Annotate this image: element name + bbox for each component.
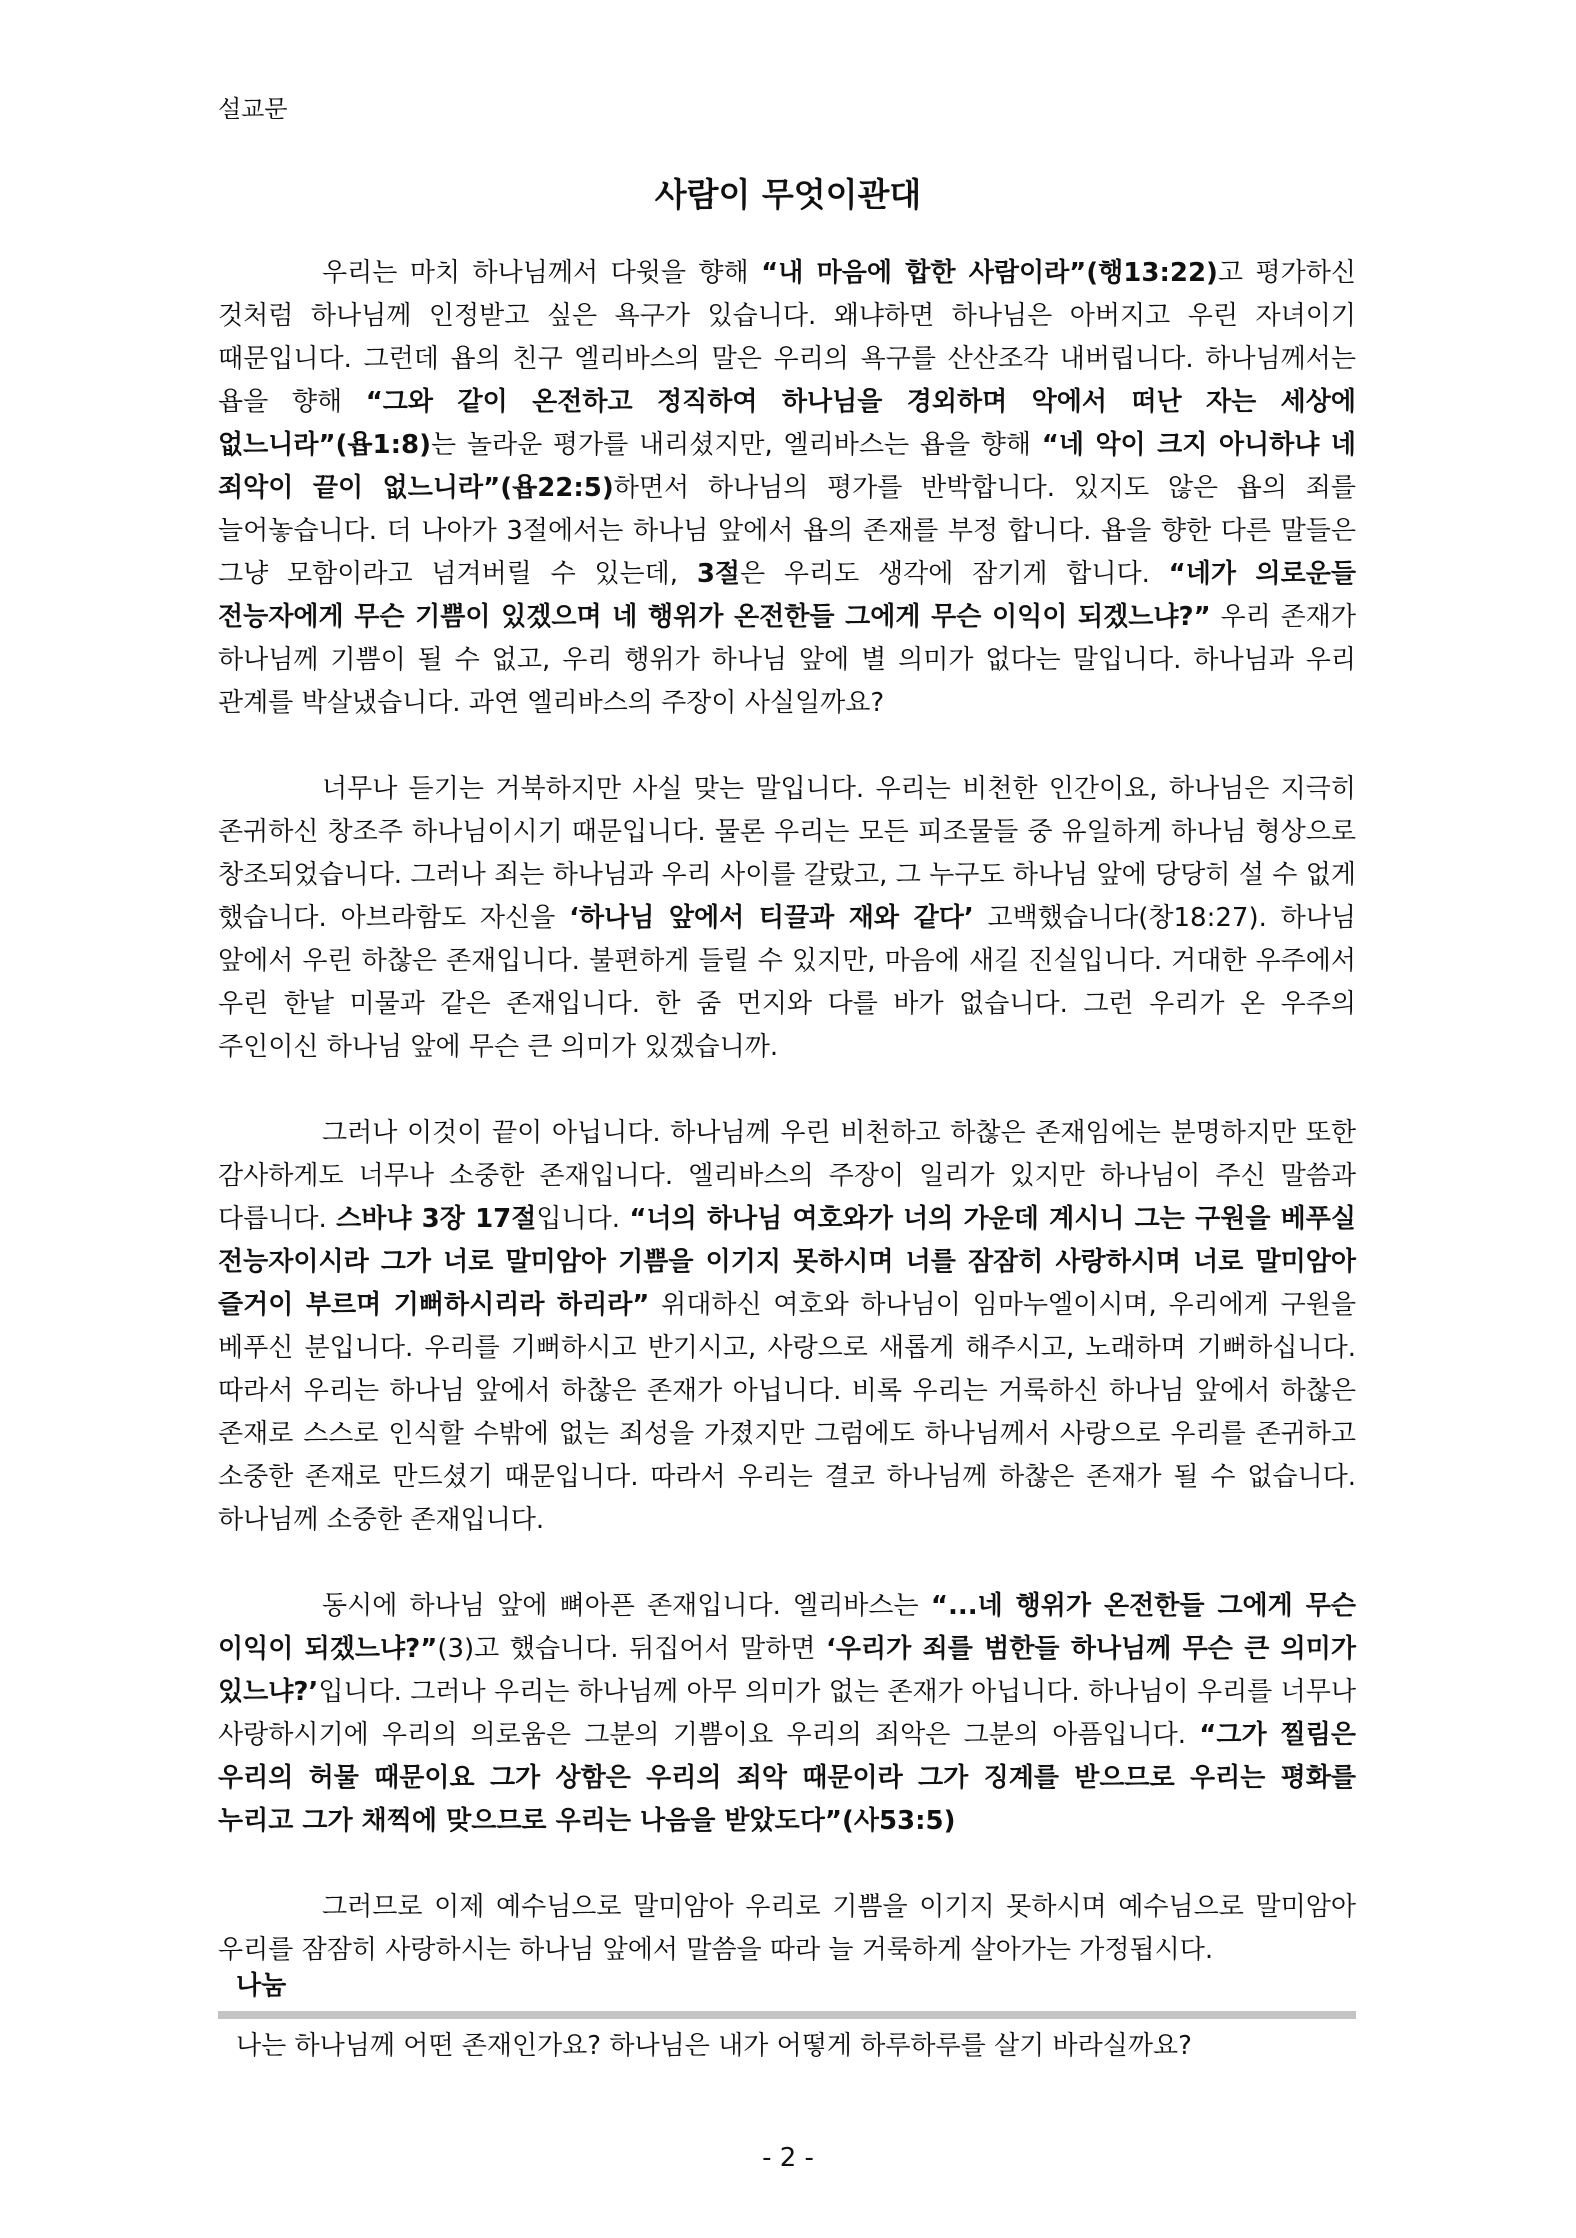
paragraph-text: 입니다. 그러나 우리는 하나님께 아무 의미가 없는 존재가 아닙니다. 하나님이 우리를 너무나 사랑하시기에 우리의 의로움은 그분의 기쁨이요 우리의 죄악은 그분의 아픔입니다.: [218, 1677, 1356, 1750]
body-paragraph: [218, 252, 1356, 725]
paragraph-text: 는 놀라운 평가를 내리셨지만, 엘리바스는 욥을 향해: [431, 430, 1042, 460]
body-paragraph: [218, 768, 1356, 1069]
sermon-title: 사람이 무엇이관대: [654, 175, 922, 214]
paragraph-text: 고백했습니다(창18:27). 하나님 앞에서 우린 하찮은 존재입니다. 불편하게 들릴 수 있지만, 마음에 새길 진실입니다. 거대한 우주에서 우린 한낱 미물과 같은 존재입니다. 한 줌 먼지와 다를 바가 없습니다. 그런 우리가 온 우주의 주인이신 하나님 앞에 무슨 큰 의미가 있겠습니까.: [218, 903, 1357, 1062]
sermon-body: [218, 252, 1356, 1972]
body-paragraph: [218, 1112, 1356, 1542]
paragraph-text: 고 평가하신 것처럼 하나님께 인정받고 싶은 욕구가 있습니다. 왜냐하면 하나님은 아버지고 우린 자녀이기 때문입니다. 그런데 욥의 친구 엘리바스의 말은 우리의 욕구를 산산조각 내버립니다. 하나님께서는 욥을 향해: [218, 258, 1356, 417]
paragraph-text: 입니다.: [536, 1204, 630, 1234]
emphasized-text: “네가 의로운들 전능자에게 무슨 기쁨이 있겠으며 네 행위가 온전한들 그에게 무슨 이익이 되겠느냐?”: [218, 559, 1356, 632]
body-paragraph: [218, 1886, 1356, 1972]
emphasized-text: “그와 같이 온전하고 정직하여 하나님을 경외하며 악에서 떠난 자는 세상에 없느니라”(욥1:8): [218, 387, 1356, 460]
sharing-heading: 나눔: [236, 1971, 287, 2001]
emphasized-text: 스바냐 3장 17절: [336, 1204, 537, 1234]
sharing-question: 나는 하나님께 어떤 존재인가요? 하나님은 내가 어떻게 하루하루를 살기 바라실까요?: [236, 2031, 1192, 2061]
document-header-label: 설교문: [218, 95, 288, 123]
body-paragraph: [218, 1585, 1356, 1843]
emphasized-text: 3절: [696, 559, 741, 589]
emphasized-text: “네 악이 크지 아니하냐 네 죄악이 끝이 없느니라”(욥22:5): [218, 430, 1356, 503]
emphasized-text: “너의 하나님 여호와가 너의 가운데 계시니 그는 구원을 베푸실 전능자이시라 그가 너로 말미암아 기쁨을 이기지 못하시며 너를 잠잠히 사랑하시며 너로 말미암아 즐거이 부르며 기뻐하시리라 하리라”: [218, 1204, 1356, 1320]
emphasized-text: “그가 찔림은 우리의 허물 때문이요 그가 상함은 우리의 죄악 때문이라 그가 징계를 받으므로 우리는 평화를 누리고 그가 채찍에 맞으므로 우리는 나음을 받았도다”(사53:5): [218, 1720, 1356, 1836]
paragraph-text: 동시에 하나님 앞에 뼈아픈 존재입니다. 엘리바스는: [322, 1591, 931, 1621]
paragraph-text: 위대하신 여호와 하나님이 임마누엘이시며, 우리에게 구원을 베푸신 분입니다. 우리를 기뻐하시고 반기시고, 사랑으로 새롭게 해주시고, 노래하며 기뻐하십니다. 따라서 우리는 하나님 앞에서 하찮은 존재가 아닙니다. 비록 우리는 거룩하신 하나님 앞에서 하찮은 존재로 스스로 인식할 수밖에 없는 죄성을 가졌지만 그럼에도 하나님께서 사랑으로 우리를 존귀하고 소중한 존재로 만드셨기 때문입니다. 따라서 우리는 결코 하나님께 하찮은 존재가 될 수 없습니다. 하나님께 소중한 존재입니다.: [218, 1290, 1356, 1535]
emphasized-text: “...네 행위가 온전한들 그에게 무슨 이익이 되겠느냐?”: [218, 1591, 1356, 1664]
sharing-divider: [218, 2011, 1356, 2019]
page-number: - 2 -: [762, 2143, 814, 2173]
paragraph-text: 우리는 마치 하나님께서 다윗을 향해: [322, 258, 762, 288]
paragraph-text: 은 우리도 생각에 잠기게 합니다.: [740, 559, 1169, 589]
paragraph-text: 우리 존재가 하나님께 기쁨이 될 수 없고, 우리 행위가 하나님 앞에 별 의미가 없다는 말입니다. 하나님과 우리 관계를 박살냈습니다. 과연 엘리바스의 주장이 사실일까요?: [218, 602, 1356, 718]
paragraph-text: 하면서 하나님의 평가를 반박합니다. 있지도 않은 욥의 죄를 늘어놓습니다. 더 나아가 3절에서는 하나님 앞에서 욥의 존재를 부정 합니다. 욥을 향한 다른 말들은 그냥 모함이라고 넘겨버릴 수 있는데,: [218, 473, 1356, 589]
paragraph-text: 그러므로 이제 예수님으로 말미암아 우리로 기쁨을 이기지 못하시며 예수님으로 말미암아 우리를 잠잠히 사랑하시는 하나님 앞에서 말씀을 따라 늘 거룩하게 살아가는 가정됩시다.: [218, 1892, 1356, 1965]
paragraph-text: 너무나 듣기는 거북하지만 사실 맞는 말입니다. 우리는 비천한 인간이요, 하나님은 지극히 존귀하신 창조주 하나님이시기 때문입니다. 물론 우리는 모든 피조물들 중 유일하게 하나님 형상으로 창조되었습니다. 그러나 죄는 하나님과 우리 사이를 갈랐고, 그 누구도 하나님 앞에 당당히 설 수 없게 했습니다. 아브라함도 자신을: [218, 774, 1356, 933]
paragraph-text: (3)고 했습니다. 뒤집어서 말하면: [437, 1634, 827, 1664]
emphasized-text: ‘하나님 앞에서 티끌과 재와 같다’: [569, 903, 974, 933]
emphasized-text: “내 마음에 합한 사람이라”(행13:22): [761, 258, 1218, 288]
emphasized-text: ‘우리가 죄를 범한들 하나님께 무슨 큰 의미가 있느냐?’: [218, 1634, 1356, 1707]
paragraph-text: 그러나 이것이 끝이 아닙니다. 하나님께 우린 비천하고 하찮은 존재임에는 분명하지만 또한 감사하게도 너무나 소중한 존재입니다. 엘리바스의 주장이 일리가 있지만 하나님이 주신 말씀과 다릅니다.: [218, 1118, 1356, 1234]
